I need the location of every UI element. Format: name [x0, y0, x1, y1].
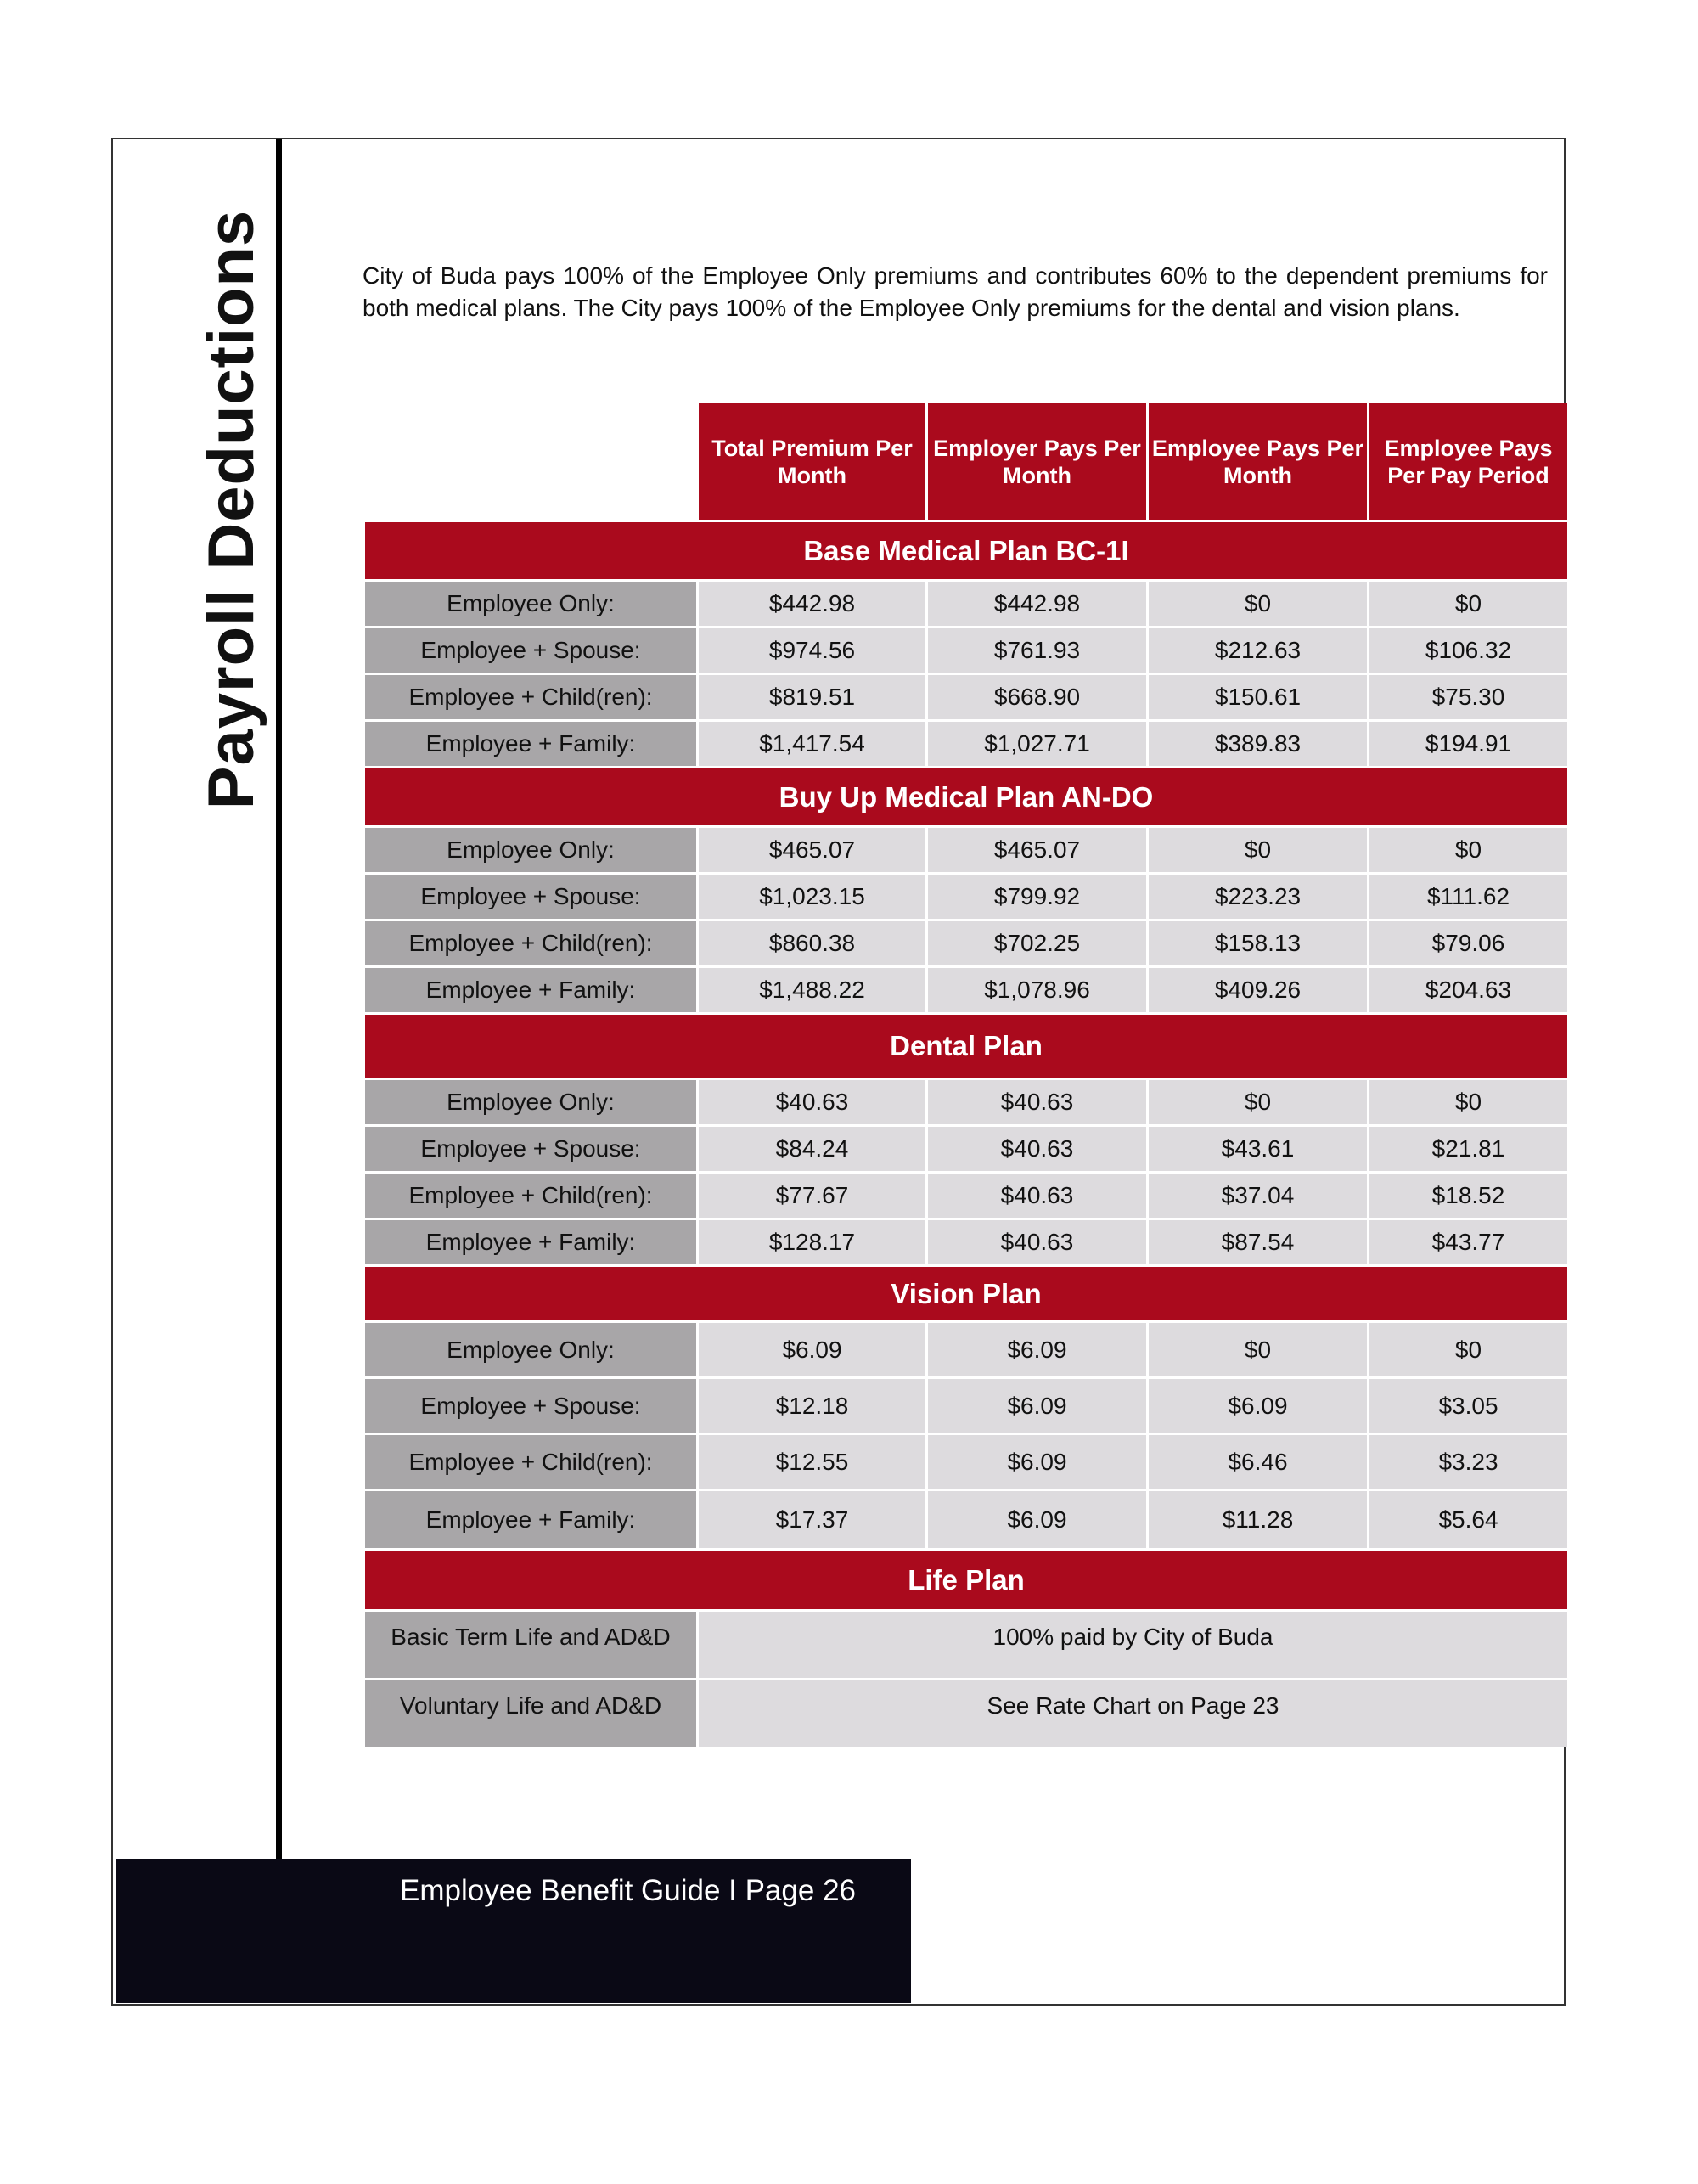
row-value: $0: [1146, 1080, 1367, 1124]
table-row: [365, 626, 1567, 673]
row-value: $43.61: [1146, 1127, 1367, 1171]
row-value: $12.55: [696, 1435, 925, 1489]
row-label: Voluntary Life and AD&D: [365, 1680, 696, 1747]
row-value: $0: [1146, 582, 1367, 626]
row-value: $860.38: [696, 921, 925, 965]
row-value: $40.63: [925, 1174, 1146, 1218]
row-value: $1,027.71: [925, 722, 1146, 766]
header-employee-pays-period: Employee Pays Per Pay Period: [1367, 403, 1567, 520]
row-label: Employee + Family:: [365, 1220, 696, 1264]
row-value: $87.54: [1146, 1220, 1367, 1264]
row-value: $6.46: [1146, 1435, 1367, 1489]
row-value: $1,488.22: [696, 968, 925, 1012]
row-value: $6.09: [925, 1323, 1146, 1376]
table-row: [365, 1320, 1567, 1376]
table-row: [365, 1489, 1567, 1548]
row-label: Employee Only:: [365, 828, 696, 872]
table-row: [365, 1124, 1567, 1171]
row-value: $106.32: [1367, 628, 1567, 673]
row-value: $668.90: [925, 675, 1146, 719]
row-value: $0: [1146, 1323, 1367, 1376]
row-value: 100% paid by City of Buda: [696, 1612, 1567, 1678]
row-value: $5.64: [1367, 1491, 1567, 1548]
row-value: $465.07: [925, 828, 1146, 872]
row-value: $40.63: [925, 1220, 1146, 1264]
row-label: Employee Only:: [365, 582, 696, 626]
row-value: $3.23: [1367, 1435, 1567, 1489]
table-row: [365, 1609, 1567, 1678]
table-row: [365, 719, 1567, 766]
row-value: $799.92: [925, 875, 1146, 919]
row-value: $194.91: [1367, 722, 1567, 766]
row-value: $21.81: [1367, 1127, 1567, 1171]
row-value: $77.67: [696, 1174, 925, 1218]
row-label: Employee + Spouse:: [365, 1379, 696, 1433]
row-value: $0: [1367, 1323, 1567, 1376]
row-label: Employee + Spouse:: [365, 875, 696, 919]
row-value: $389.83: [1146, 722, 1367, 766]
row-value: $11.28: [1146, 1491, 1367, 1548]
row-value: $702.25: [925, 921, 1146, 965]
row-value: $3.05: [1367, 1379, 1567, 1433]
table-row: [365, 1218, 1567, 1264]
table-row: [365, 1376, 1567, 1433]
row-value: $12.18: [696, 1379, 925, 1433]
row-label: Employee + Family:: [365, 968, 696, 1012]
row-value: $0: [1367, 828, 1567, 872]
row-value: $40.63: [925, 1127, 1146, 1171]
row-label: Employee + Child(ren):: [365, 1174, 696, 1218]
row-value: $40.63: [925, 1080, 1146, 1124]
row-label: Employee + Family:: [365, 722, 696, 766]
table-row: [365, 1433, 1567, 1489]
section-title: Buy Up Medical Plan AN-DO: [365, 766, 1567, 825]
row-value: $158.13: [1146, 921, 1367, 965]
row-value: $6.09: [925, 1435, 1146, 1489]
table-row: [365, 579, 1567, 626]
row-label: Employee + Child(ren):: [365, 675, 696, 719]
row-value: $0: [1367, 1080, 1567, 1124]
footer-text: Employee Benefit Guide I Page 26: [400, 1874, 857, 1907]
row-value: $223.23: [1146, 875, 1367, 919]
row-label: Basic Term Life and AD&D: [365, 1612, 696, 1678]
table-row: [365, 1678, 1567, 1747]
row-value: $18.52: [1367, 1174, 1567, 1218]
row-value: $0: [1367, 582, 1567, 626]
row-value: $79.06: [1367, 921, 1567, 965]
row-value: $6.09: [925, 1491, 1146, 1548]
table-row: [365, 1171, 1567, 1218]
premium-table: [365, 403, 1567, 1747]
table-row: [365, 1078, 1567, 1124]
section-title-life: Life Plan: [365, 1548, 1567, 1609]
header-employee-pays-month: Employee Pays Per Month: [1146, 403, 1367, 520]
table-row: [365, 825, 1567, 872]
header-total-premium: Total Premium Per Month: [696, 403, 925, 520]
intro-paragraph: City of Buda pays 100% of the Employee Only premiums and contributes 60% to the dependent premiums for both medical plans. The City pays 100% of the Employee Only premiums for the dental and vision plans.: [363, 262, 1548, 321]
row-value: $1,078.96: [925, 968, 1146, 1012]
row-label: Employee + Child(ren):: [365, 921, 696, 965]
header-employer-pays: Employer Pays Per Month: [925, 403, 1146, 520]
plan-sections: [365, 520, 1567, 1548]
row-value: $1,023.15: [696, 875, 925, 919]
row-value: $6.09: [925, 1379, 1146, 1433]
row-value: $761.93: [925, 628, 1146, 673]
section-title: Base Medical Plan BC-1I: [365, 520, 1567, 579]
row-value: $6.09: [1146, 1379, 1367, 1433]
row-value: $150.61: [1146, 675, 1367, 719]
row-label: Employee + Spouse:: [365, 628, 696, 673]
row-value: $40.63: [696, 1080, 925, 1124]
row-value: $1,417.54: [696, 722, 925, 766]
row-value: $465.07: [696, 828, 925, 872]
table-header: [365, 403, 1567, 520]
row-label: Employee + Family:: [365, 1491, 696, 1548]
vertical-rule: [276, 139, 282, 1859]
section-title: Vision Plan: [365, 1264, 1567, 1320]
row-label: Employee Only:: [365, 1323, 696, 1376]
row-value: $128.17: [696, 1220, 925, 1264]
row-value: $43.77: [1367, 1220, 1567, 1264]
row-value: $442.98: [925, 582, 1146, 626]
row-value: $819.51: [696, 675, 925, 719]
row-value: $17.37: [696, 1491, 925, 1548]
row-label: Employee + Spouse:: [365, 1127, 696, 1171]
footer-bar: [116, 1859, 911, 2003]
row-value: $409.26: [1146, 968, 1367, 1012]
table-row: [365, 673, 1567, 719]
row-value: $111.62: [1367, 875, 1567, 919]
header-blank: [365, 403, 696, 520]
row-value: See Rate Chart on Page 23: [696, 1680, 1567, 1747]
row-value: $204.63: [1367, 968, 1567, 1012]
row-label: Employee + Child(ren):: [365, 1435, 696, 1489]
row-value: $84.24: [696, 1127, 925, 1171]
row-value: $0: [1146, 828, 1367, 872]
row-value: $75.30: [1367, 675, 1567, 719]
row-value: $442.98: [696, 582, 925, 626]
table-row: [365, 965, 1567, 1012]
row-label: Employee Only:: [365, 1080, 696, 1124]
row-value: $212.63: [1146, 628, 1367, 673]
section-title: Dental Plan: [365, 1012, 1567, 1078]
side-title: Payroll Deductions: [195, 209, 267, 810]
row-value: $974.56: [696, 628, 925, 673]
row-value: $6.09: [696, 1323, 925, 1376]
row-value: $37.04: [1146, 1174, 1367, 1218]
table-row: [365, 919, 1567, 965]
table-row: [365, 872, 1567, 919]
